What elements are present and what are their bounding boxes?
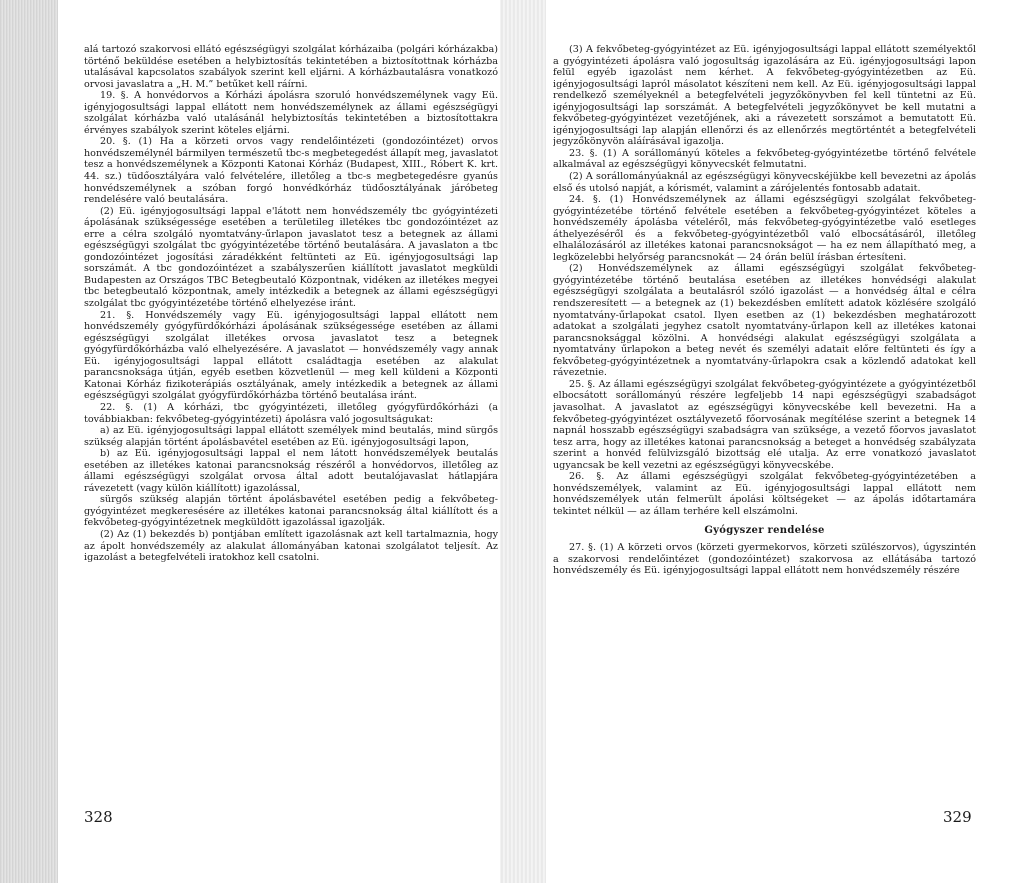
- section-heading: Gyógyszer rendelése: [704, 525, 825, 537]
- paragraph: 20. §. (1) Ha a körzeti orvos vagy rendelőintézeti (gondozóintézet) orvos honvédszemélynél bármilyen természetű tbc-s megbetegedést állapít meg, javaslatot tesz a honvédszemélynek a Központi Katonai Kórház (Budapest, XIII., Róbert K. krt. 44. sz.) tüdőosztályára való felvételére, illetőleg a tbc-s megbetegedésre gyanús honvédszemélynek a szóban forgó honvédkórház tüdőosztályának járóbeteg rendelésére való beutalására.: [84, 136, 498, 206]
- paragraph: (3) A fekvőbeteg-gyógyintézet az Eü. igényjogosultsági lappal ellátott személyektől a gyógyintézeti ápolásra való jogosultság igazolására az Eü. igényjogosultsági lapon felül egyéb igazolást nem kérhet. A fekvőbeteg-gyógyintézetben az Eü. igényjogosultsági lapról másolatot készíteni nem kell. Az Eü. igényjogosultsági lappal rendelkező személyeknél a betegfelvételi jegyzőkönyvben fel kell tüntetni az Eü. igényjogosultsági lap sorszámát. A betegfelvételi jegyzőkönyvet be kell mutatni a fekvőbeteg-gyógyintézet vezetőjének, aki a rávezetett sorszámot a bemutatott Eü. igényjogosultsági lap alapján ellenőrzi és az ellenőrzés megtörténtét a betegfelvételi jegyzőkönyvön aláírásával igazolja.: [553, 44, 976, 148]
- list-item: a) az Eü. igényjogosultsági lappal ellátott személyek mind beutalás, mind sürgős szükség alapján történt ápolásbavétel esetében az Eü. igényjogosultsági lapon,: [84, 425, 498, 448]
- page-number-right: 329: [943, 808, 972, 826]
- list-item: b) az Eü. igényjogosultsági lappal el nem látott honvédszemélyek beutalás esetében az illetékes katonai parancsnokság részéről a honvédorvos, illetőleg az állami egészségügyi szolgálat orvosa által adott beutalójavaslat hátlapjára rávezetett (vagy külön kiállított) igazolással,: [84, 448, 498, 494]
- paragraph: 19. §. A honvédorvos a Kórházi ápolásra szoruló honvédszemélynek vagy Eü. igényjogosultsági lappal ellátott nem honvédszemélynek az állami egészségügyi szolgálat kórházba való utalásánál helybiztosítás tekintetében a biztosítottakra érvényes szabályok szerint köteles eljárni.: [84, 90, 498, 136]
- paragraph: 21. §. Honvédszemély vagy Eü. igényjogosultsági lappal ellátott nem honvédszemély gyógyfürdőkórházi ápolásának szükségessége esetében az állami egészségügyi szolgálat illetékes orvosa javaslatot tesz a betegnek gyógyfürdőkórházba való elhelyezésére. A javaslatot — honvédszemély vagy annak Eü. igényjogosultsági lappal ellátott családtagja esetében az alakulat parancsnoksága útján, egyéb esetben közvetlenül — meg kell küldeni a Központi Katonai Kórház fizikoterápiás osztályának, amely intézkedik a betegnek az állami egészségügyi szolgálat gyógyfürdőkórházba történő beutalása iránt.: [84, 309, 498, 402]
- paragraph: 23. §. (1) A sorállományú köteles a fekvőbeteg-gyógyintézetbe történő felvétele alkalmával az egészségügyi könyvecskét felmutatni.: [553, 147, 976, 171]
- paragraph: 22. §. (1) A kórházi, tbc gyógyintézeti, illetőleg gyógyfürdőkórházi (a továbbiakban: fekvőbeteg-gyógyintézeti) ápolásra való jogosultságukat:: [84, 401, 498, 425]
- paragraph: alá tartozó szakorvosi ellátó egészségügyi szolgálat kórházaiba (polgári kórházakba) történő beküldése esetében a helybiztosítás tekintetében a biztosítottnak kórházba utalásával kapcsolatos szabályok szerint kell eljárni. A kórházbautalásra vonatkozó orvosi javaslatra a „H. M.” betűket kell ráírni.: [84, 44, 498, 90]
- paragraph: sürgős szükség alapján történt ápolásbavétel esetében pedig a fekvőbeteg-gyógyintézet megkeresésére az illetékes katonai parancsnokság által kiállított és a fekvőbeteg-gyógyintézetnek megküldött igazolással igazolják.: [84, 494, 498, 529]
- left-page: [84, 44, 498, 824]
- paragraph: (2) A sorállományúaknál az egészségügyi könyvecskéjükbe kell bevezetni az ápolás első és utolsó napját, a kórismét, valamint a zárójelentés fontosabb adatait.: [553, 171, 976, 194]
- paragraph: (2) Eü. igényjogosultsági lappal e'látott nem honvédszemély tbc gyógyintézeti ápolásának szükségessége esetében a területileg illetékes tbc gondozóintézet az erre a célra szolgáló nyomtatvány-űrlapon javaslatot tesz a betegnek az állami egészségügyi szolgálat tbc gyógyintézetébe történő beutalására. A javaslaton a tbc gondozóintézet jogosítási záradékként feltünteti az Eü. igényjogosultsági lap sorszámát. A tbc gondozóintézet a szabályszerűen kiállított javaslatot megküldi Budapesten az Országos TBC Betegbeutaló Központnak, vidéken az illetékes megyei tbc betegbeutaló központnak, amely intézkedik a betegnek az állami egészségügyi szolgálat tbc gyógyintézetébe történő elhelyezése iránt.: [84, 205, 498, 310]
- paragraph: 27. §. (1) A körzeti orvos (körzeti gyermekorvos, körzeti szülészorvos), úgyszintén a szakorvosi rendelőintézet (gondozóintézet) szakorvosa az ellátásába tartozó honvédszemély és Eü. igényjogosultsági lappal ellátott nem honvédszemély részére: [553, 541, 976, 577]
- page-gutter: [500, 0, 546, 883]
- paragraph: (2) Az (1) bekezdés b) pontjában említett igazolásnak azt kell tartalmaznia, hogy az ápolt honvédszemély az alakulat állományában katonai szolgálatot teljesít. Az igazolást a betegfelvételi iratokhoz kell csatolni.: [84, 528, 498, 564]
- paragraph: (2) Honvédszemélynek az állami egészségügyi szolgálat fekvőbeteg-gyógyintézetébe történő beutalása esetében az illetékes honvédségi alakulat egészségügyi szolgálata a beutalásról szóló igazolást — a honvédség által e célra rendszeresített — a betegnek az (1) bekezdésben említett adatok közlésére szolgáló nyomtatvány-űrlapokat csatol. Ilyen esetben az (1) bekezdésben meghatározott adatokat a szolgálati jegyhez csatolt nyomtatvány-űrlapon kell az illetékes katonai parancsnoksággal közölni. A honvédségi alakulat egészségügyi szolgálata a nyomtatvány űrlapokon a beteg nevét és személyi adatait előre feltünteti és így a fekvőbeteg-gyógyintézetnek a nyomtatvány-űrlapokra csak a közlendő adatokat kell rávezetnie.: [553, 263, 976, 379]
- right-page: [553, 44, 976, 824]
- paragraph: 25. §. Az állami egészségügyi szolgálat fekvőbeteg-gyógyintézete a gyógyintézetből elbocsátott sorállományú részére legfeljebb 14 napi egészségügyi szabadságot javasolhat. A javaslatot az egészségügyi könyvecskébe kell bevezetni. Ha a fekvőbeteg-gyógyintézet osztályvezető főorvosának megítélése szerint a betegnek 14 napnál hosszabb egészségügyi szabadságra van szüksége, a vezető főorvos javaslatot tesz arra, hogy az illetékes katonai parancsnokság a beteget a honvédség szabályzata szerint a honvéd felülvizsgáló bizottság elé utalja. Az erre vonatkozó javaslatot ugyancsak be kell vezetni az egészségügyi könyvecskébe.: [553, 378, 976, 471]
- page-number-left: 328: [84, 808, 113, 826]
- paragraph: 26. §. Az állami egészségügyi szolgálat fekvőbeteg-gyógyintézetében a honvédszemélyek, valamint az Eü. igényjogosultsági lappal ellátott nem honvédszemélyek után felmerült ápolási költségeket — az ápolás időtartamára tekintet nélkül — az állam terhére kell elszámolni.: [553, 471, 976, 517]
- paragraph: 24. §. (1) Honvédszemélynek az állami egészségügyi szolgálat fekvőbeteg-gyógyintézetébe történő felvétele esetében a fekvőbeteg-gyógyintézet köteles a honvédszemély ápolásba vételéről, más fekvőbeteg-gyógyintézetbe való esetleges áthelyezéséről és a fekvőbeteg-gyógyintézetből való elbocsátásáról, illetőleg elhalálozásáról az illetékes katonai parancsnokságot — ha ez nem állapítható meg, a legközelebbi helyőrség parancsnokát — 24 órán belül írásban értesíteni.: [553, 194, 976, 263]
- binding-shadow: [0, 0, 58, 883]
